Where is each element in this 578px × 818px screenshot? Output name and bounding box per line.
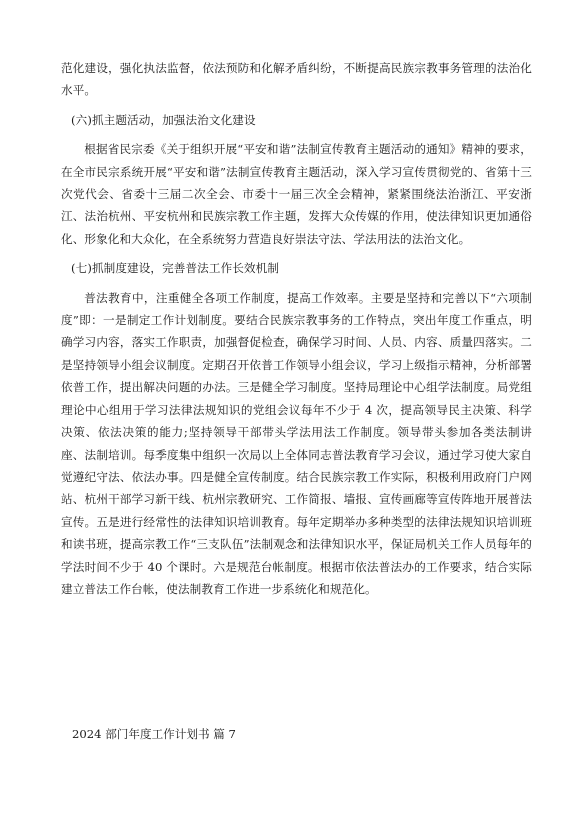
section-heading-6: (六)抓主题活动，加强法治文化建设 (71, 112, 256, 127)
paragraph-theme-activities: 根据省民宗委《关于组织开展“平安和谐”法制宣传教育主题活动的通知》精神的要求，在全市民宗系统开展“平安和谐”法制宣传教育主题活动，深入学习宣传贯彻党的、省第十三次党代会、省委十三届二次全会、市委十一届三次全会精神，紧紧围绕法治浙江、平安浙江、法治杭州、平安杭州和民族宗教工作主题，发挥大众传媒的作用，使法律知识更加通俗化、形象化和大众化，在全系统努力营造良好崇法守法、学法用法的法治文化。 (61, 142, 532, 246)
paragraph-system-building: 普法教育中，注重健全各项工作制度，提高工作效率。主要是坚持和完善以下“六项制度”即：一是制定工作计划制度。要结合民族宗教事务的工作特点，突出年度工作重点，明确学习内容，落实工作职责，加强督促检查，确保学习时间、人员、内容、质量四落实。二是坚持领导小组会议制度。定期召开依普工作领导小组会议，学习上级指示精神，分析部署依普工作，提出解决问题的办法。三是健全学习制度。坚持局理论中心组学法制度。局党组理论中心组用于学习法律法规知识的党组会议每年不少于 4 次，提高领导民主决策、科学决策、依法决策的能力;坚持领导干部带头学法用法工作制度。领导带头参加各类法制讲座、法制培训。每季度集中组织一次局以上全体同志普法教育学习会议，通过学习使大家自觉遵纪守法、依法办事。四是健全宣传制度。结合民族宗教工作实际，积极利用政府门户网站、杭州干部学习新干线、杭州宗教研究、工作简报、墙报、宣传画廊等宣传阵地开展普法宣传。五是进行经常性的法律知识培训教育。每年定期举办多种类型的法律法规知识培训班和读书班，提高宗教工作“三支队伍”法制观念和法律知识水平，保证局机关工作人员每年的学法时间不少于 40 个课时。六是规范台帐制度。根据市依法普法办的工作要求，结合实际建立普法工作台帐，使法制教育工作进一步系统化和规范化。 (61, 290, 532, 596)
paragraph-continuation: 范化建设，强化执法监督，依法预防和化解矛盾纠纷，不断提高民族宗教事务管理的法治化水平。 (61, 61, 532, 98)
section-heading-7: (七)抓制度建设，完善普法工作长效机制 (71, 261, 280, 276)
next-article-title: 2024 部门年度工作计划书 篇 7 (72, 727, 236, 741)
